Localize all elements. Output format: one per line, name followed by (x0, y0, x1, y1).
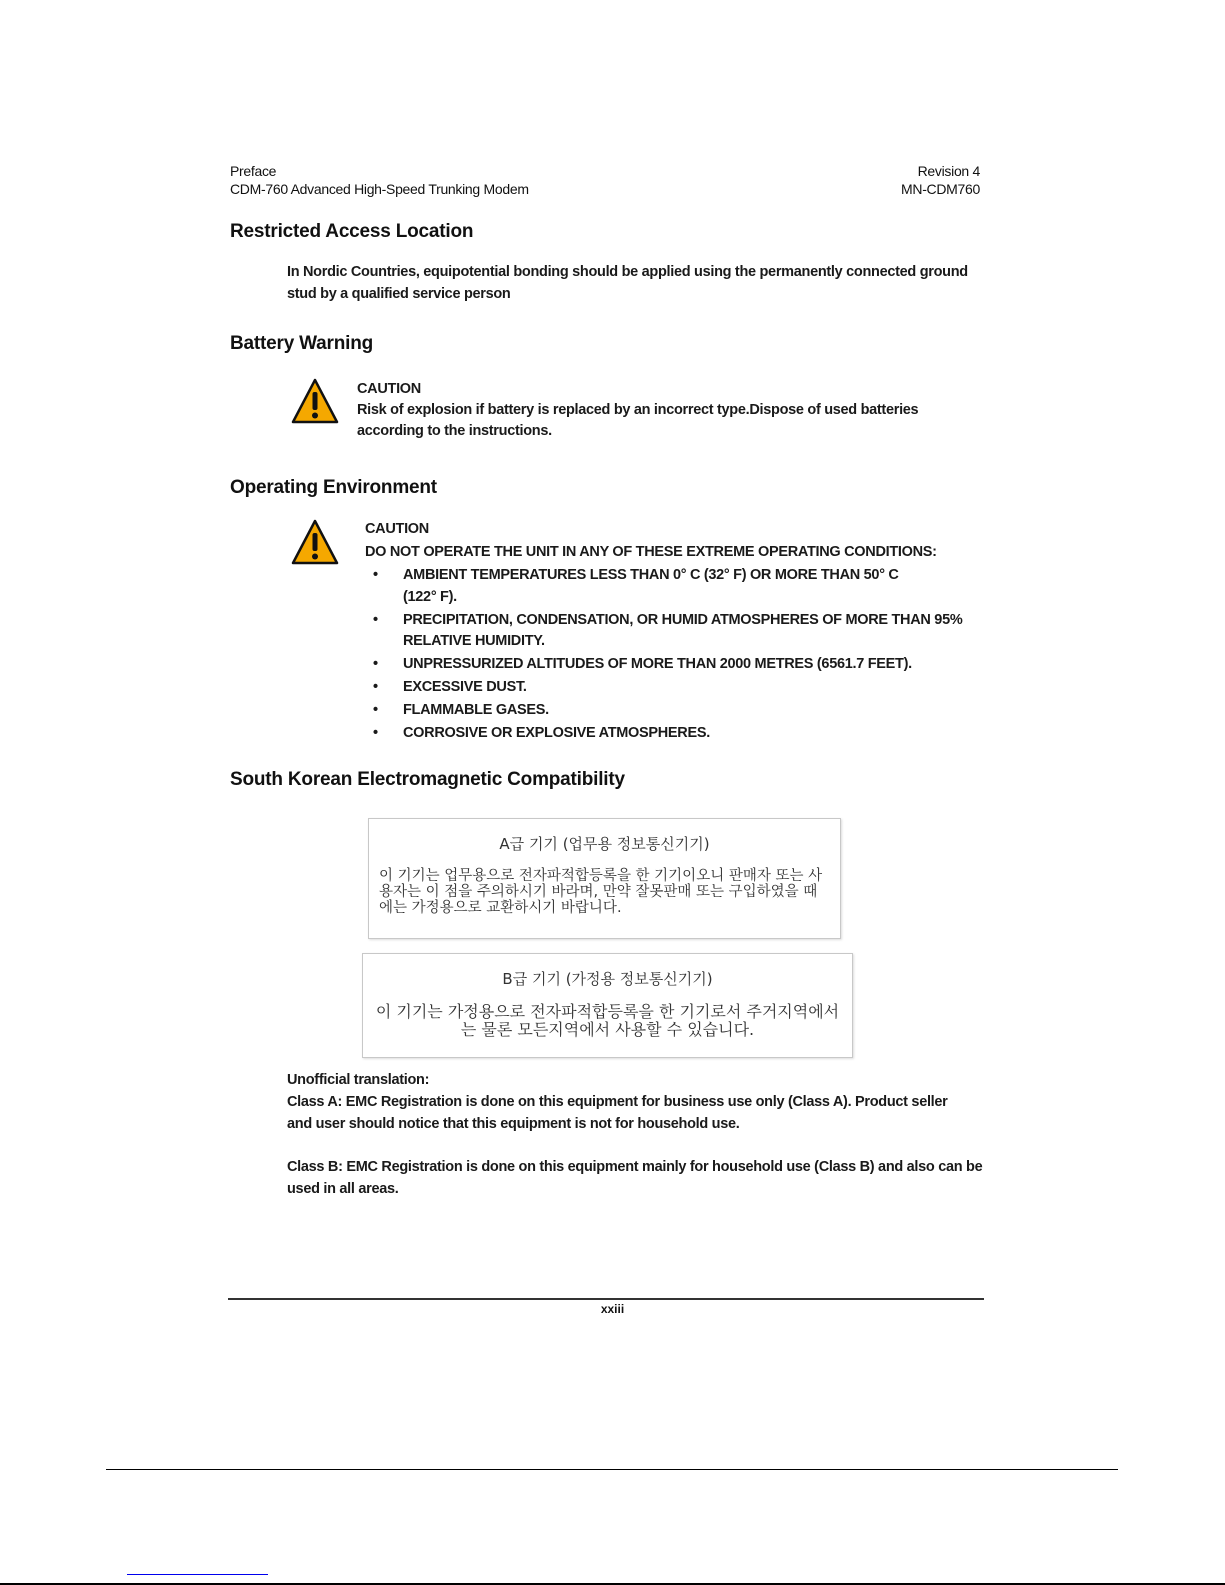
page-number: xxiii (600, 1302, 625, 1316)
warning-triangle-icon (291, 378, 339, 424)
battery-caution-block (357, 379, 977, 442)
list-item: • UNPRESSURIZED ALTITUDES OF MORE THAN 2000 METRES (6561.7 FEET). (365, 654, 965, 676)
heading-battery-warning: Battery Warning (230, 333, 374, 354)
heading-restricted-access: Restricted Access Location (230, 221, 474, 242)
class-a-label: Class A: EMC Registration (287, 1094, 462, 1110)
page-separator (106, 1469, 1118, 1470)
unofficial-translation (287, 1069, 987, 1200)
caution-label: CAUTION (365, 521, 429, 537)
header-left (230, 163, 529, 197)
operating-conditions-list (365, 565, 965, 745)
header-right (901, 163, 980, 197)
korean-class-a-box (368, 818, 841, 939)
header-revision: Revision 4 (917, 163, 980, 179)
header-product: CDM-760 Advanced High-Speed Trunking Modem (230, 181, 529, 197)
list-item: • FLAMMABLE GASES. (365, 700, 965, 722)
class-b-label: Class B: EMC Registration (287, 1159, 463, 1175)
list-item: • PRECIPITATION, CONDENSATION, OR HUMID ATMOSPHERES OF MORE THAN 95% RELATIVE HUMIDITY. (365, 610, 963, 653)
link-underline[interactable] (127, 1574, 268, 1575)
heading-korean-emc: South Korean Electromagnetic Compatibility (230, 769, 625, 790)
header-doc-number: MN-CDM760 (901, 181, 980, 197)
class-a-korean-text: 이 기기는 업무용으로 전자파적합등록을 한 기기이오니 판매자 또는 사용자는 이 점을 주의하시기 바라며, 만약 잘못판매 또는 구입하였을 때에는 가정용으로 교환하시기 바랍니다. (379, 868, 823, 916)
battery-caution-text: Risk of explosion if battery is replaced by an incorrect type.Dispose of used batteries according to the instructions. (357, 402, 919, 439)
class-a-translation (287, 1091, 967, 1135)
restricted-access-text: In Nordic Countries, equipotential bonding should be applied using the permanently connected ground stud by a qualified service person (287, 264, 968, 302)
class-b-text: is done on this equipment mainly for household use (Class B) and also can be used in all areas. (287, 1159, 983, 1197)
translation-label: Unofficial translation: (287, 1072, 430, 1088)
caution-label: CAUTION (357, 381, 421, 397)
list-item: • AMBIENT TEMPERATURES LESS THAN 0° C (32° F) OR MORE THAN 50° C (122° F). (365, 565, 923, 608)
operating-caution-block (365, 519, 965, 746)
list-item: • EXCESSIVE DUST. (365, 677, 965, 699)
class-b-korean-text: 이 기기는 가정용으로 전자파적합등록을 한 기기로서 주거지역에서는 물론 모든지역에서 사용할 수 있습니다. (375, 1002, 840, 1039)
operating-intro: DO NOT OPERATE THE UNIT IN ANY OF THESE EXTREME OPERATING CONDITIONS: (365, 544, 937, 560)
class-b-korean-title: B급 기기 (가정용 정보통신기기) (502, 970, 713, 988)
header-section: Preface (230, 163, 277, 179)
korean-class-b-box (362, 953, 853, 1058)
footer-rule (228, 1298, 984, 1300)
class-b-translation (287, 1156, 987, 1200)
class-a-korean-title: A급 기기 (업무용 정보통신기기) (499, 835, 710, 853)
warning-triangle-icon (291, 519, 339, 565)
list-item: • CORROSIVE OR EXPLOSIVE ATMOSPHERES. (365, 723, 965, 745)
heading-operating-environment: Operating Environment (230, 477, 437, 498)
class-a-text: is done on this equipment for business use only (Class A). Product seller and user should notice that this equipment is not for household use. (287, 1094, 948, 1132)
